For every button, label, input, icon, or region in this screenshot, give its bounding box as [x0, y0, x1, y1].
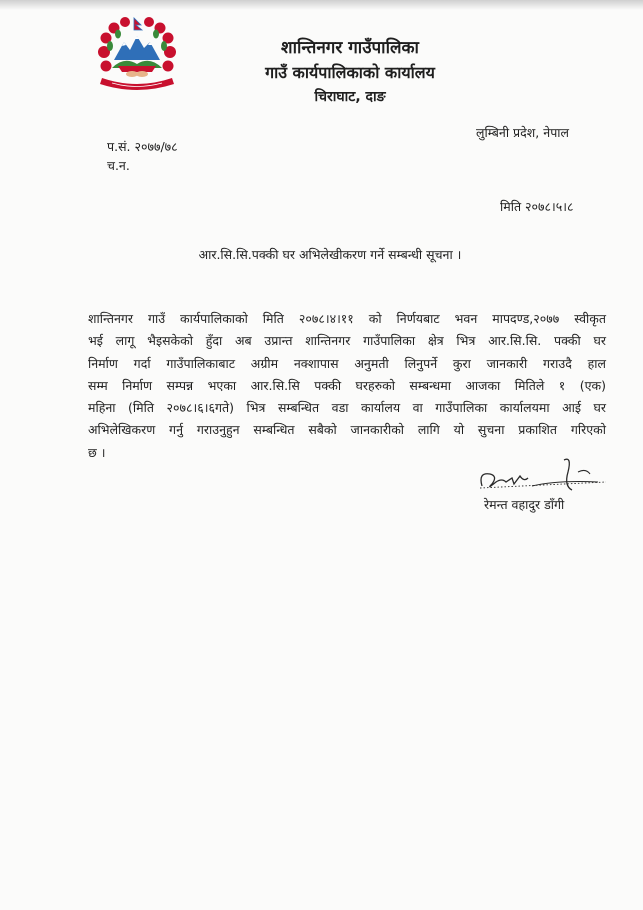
- signatory-name: रेमन्त वहादुर डाँगी: [484, 497, 565, 512]
- body-line: भई लागू भैइसकेको हुँदा अब उप्रान्त शान्तिनगर गाउँपालिका क्षेत्र भित्र आर.सि.सि. पक्की घर: [88, 333, 606, 349]
- notice-date: मिति २०७८।५।८: [500, 199, 574, 214]
- office-name: शान्तिनगर गाउँपालिका: [281, 38, 419, 58]
- body-line: महिना (मिति २०७८।६।६गते) भित्र सम्बन्धित वडा कार्यालय वा गाउँपालिका कार्यालयमा आई घर: [88, 400, 606, 416]
- notice-body: [88, 308, 606, 464]
- dispatch-number: च.न.: [107, 158, 130, 173]
- body-line: निर्माण गर्दा गाउँपालिकाबाट अग्रीम नक्शापास अनुमती लिनुपर्ने कुरा जानकारी गराउदै हाल: [88, 355, 606, 371]
- body-line: सम्म निर्माण सम्पन्न भएका आर.सि.सि पक्की घरहरुको सम्बन्धमा आजका मितिले १ (एक): [88, 377, 606, 393]
- notice-subject: आर.सि.सि.पक्की घर अभिलेखीकरण गर्ने सम्बन्धी सूचना ।: [198, 247, 462, 262]
- office-address: चिराघाट, दाङ: [314, 89, 386, 105]
- body-line: शान्तिनगर गाउँ कार्यपालिकाको मिति २०७८।४।११ को निर्णयबाट भवन मापदण्ड,२०७७ स्वीकृत: [88, 311, 606, 326]
- scan-edge-shadow: [0, 0, 643, 10]
- province-label: लुम्बिनी प्रदेश, नेपाल: [476, 125, 570, 140]
- office-title: गाउँ कार्यपालिकाको कार्यालय: [265, 63, 435, 82]
- body-line: अभिलेखिकरण गर्नु गराउनुहुन सम्बन्धित सबैको जानकारीको लागि यो सुचना प्रकाशित गरिएको: [88, 422, 606, 438]
- reference-number: प.सं. २०७७/७८: [107, 139, 178, 154]
- signature: [468, 452, 608, 502]
- nepal-emblem-icon: [92, 16, 182, 92]
- body-line: छ ।: [88, 444, 106, 460]
